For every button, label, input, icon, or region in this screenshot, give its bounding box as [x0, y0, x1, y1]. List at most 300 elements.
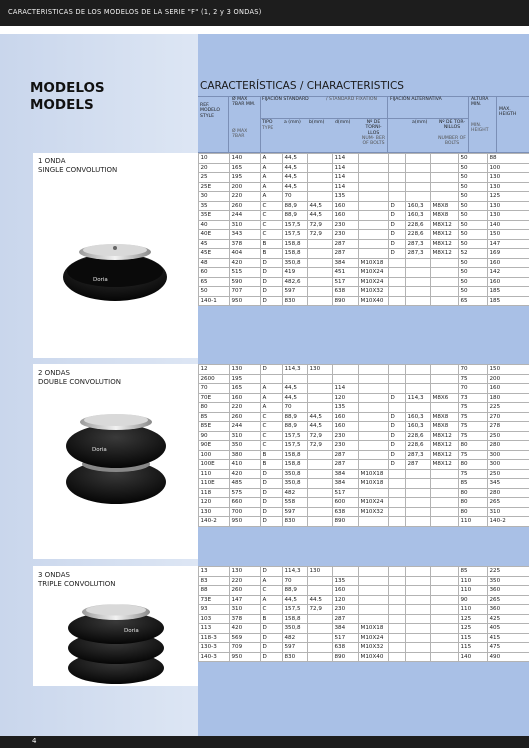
table-row — [199, 249, 529, 259]
table-cell: 114 — [333, 182, 359, 192]
section-2-label-en: DOUBLE CONVOLUTION — [38, 378, 121, 386]
table-cell: 75 — [459, 403, 488, 413]
table-cell: 597 — [283, 507, 308, 517]
table-cell: 485 — [230, 479, 261, 489]
table-cell: 230 — [333, 605, 359, 615]
table-cell: 44,5 — [283, 173, 308, 183]
table-cell: 950 — [230, 296, 261, 306]
table-cell — [406, 173, 431, 183]
table-cell: 160 — [488, 258, 529, 268]
table-cell — [308, 277, 333, 287]
table-cell: 40E — [199, 230, 230, 240]
table-cell: D — [261, 296, 283, 306]
table-cell: 160,3 — [406, 211, 431, 221]
table-cell — [389, 517, 406, 527]
table-cell — [308, 384, 333, 394]
table-cell — [389, 498, 406, 508]
table-cell: 230 — [333, 441, 359, 451]
table-cell: 157,5 — [283, 605, 308, 615]
table-cell: 280 — [488, 488, 529, 498]
table-cell: 600 — [333, 498, 359, 508]
table-cell — [431, 605, 459, 615]
table-cell: 70E — [199, 393, 230, 403]
table-cell — [406, 277, 431, 287]
table-cell: 270 — [488, 412, 529, 422]
table-cell — [389, 403, 406, 413]
table-cell — [308, 182, 333, 192]
table-cell: 90E — [199, 441, 230, 451]
table-cell: 350,8 — [283, 624, 308, 634]
table-cell: 590 — [230, 277, 261, 287]
table-cell: 300 — [488, 460, 529, 470]
section-2-table — [198, 364, 529, 527]
col-fix-std-en: / STANDARD FIXATION — [326, 97, 377, 102]
table-cell — [431, 403, 459, 413]
table-cell: 50 — [459, 230, 488, 240]
table-cell: 130 — [230, 567, 261, 577]
table-cell: 130 — [488, 211, 529, 221]
table-cell: 114 — [333, 384, 359, 394]
table-cell: 350 — [488, 576, 529, 586]
table-cell: 73E — [199, 595, 230, 605]
table-cell: 72,9 — [308, 220, 333, 230]
table-cell — [389, 469, 406, 479]
table-cell: D — [389, 450, 406, 460]
table-cell — [308, 507, 333, 517]
table-cell: 50 — [459, 201, 488, 211]
table-cell — [431, 163, 459, 173]
table-cell: 287 — [333, 614, 359, 624]
table-cell — [359, 567, 389, 577]
table-cell — [389, 277, 406, 287]
table-cell — [308, 374, 333, 384]
table-cell — [308, 239, 333, 249]
table-cell — [359, 450, 389, 460]
table-cell: 35 — [199, 201, 230, 211]
table-cell — [308, 287, 333, 297]
col-tipo: TIPO — [262, 120, 273, 125]
col-bolts-alt: NUMBER OF BOLTS — [438, 136, 466, 147]
table-cell — [431, 277, 459, 287]
table-cell: D — [389, 249, 406, 259]
table-cell: 287,3 — [406, 450, 431, 460]
table-cell: 157,5 — [283, 220, 308, 230]
table-cell: 165 — [230, 384, 261, 394]
table-cell: 44,5 — [308, 422, 333, 432]
table-cell — [389, 488, 406, 498]
table-cell — [389, 643, 406, 653]
col-omax: Ø MAX 7BAR MM. — [232, 97, 256, 108]
table-cell — [406, 624, 431, 634]
table-cell — [431, 517, 459, 527]
table-row — [199, 268, 529, 278]
table-cell: M8X12 — [431, 239, 459, 249]
table-cell: 13 — [199, 567, 230, 577]
table-cell: 114 — [333, 163, 359, 173]
table-row — [199, 441, 529, 451]
table-cell: M10X18 — [359, 624, 389, 634]
table-cell: 50 — [459, 239, 488, 249]
table-cell: 244 — [230, 422, 261, 432]
table-cell — [406, 633, 431, 643]
table-row — [199, 277, 529, 287]
table-cell: D — [389, 230, 406, 240]
table-cell: 65 — [199, 277, 230, 287]
table-cell — [406, 287, 431, 297]
table-cell — [308, 403, 333, 413]
table-cell: 88,9 — [283, 211, 308, 221]
table-cell: 250 — [488, 469, 529, 479]
table-cell: 287 — [333, 450, 359, 460]
table-row — [199, 422, 529, 432]
table-cell: 115 — [459, 633, 488, 643]
table-cell: 160 — [230, 393, 261, 403]
table-cell: 130 — [488, 173, 529, 183]
table-row — [199, 220, 529, 230]
table-cell — [359, 488, 389, 498]
page-heading — [30, 80, 105, 114]
table-cell: A — [261, 403, 283, 413]
table-cell: 70 — [459, 384, 488, 394]
section-1-label — [38, 157, 117, 175]
table-cell: 310 — [230, 220, 261, 230]
table-cell: 50 — [459, 220, 488, 230]
table-cell: 85 — [459, 567, 488, 577]
header-sep-2 — [260, 96, 261, 153]
table-cell: D — [261, 258, 283, 268]
header-sep-1 — [228, 96, 229, 153]
table-cell — [308, 154, 333, 164]
table-cell: 50 — [459, 277, 488, 287]
table-cell: 80 — [459, 488, 488, 498]
bottom-bar — [0, 736, 529, 748]
table-cell: 120 — [333, 393, 359, 403]
table-cell — [406, 488, 431, 498]
table-cell: M10X24 — [359, 498, 389, 508]
table-cell — [406, 296, 431, 306]
table-cell: 360 — [488, 586, 529, 596]
table-cell: D — [261, 507, 283, 517]
table-row — [199, 182, 529, 192]
table-cell: C — [261, 441, 283, 451]
table-cell: 265 — [488, 595, 529, 605]
table-cell — [308, 576, 333, 586]
table-cell: A — [261, 192, 283, 202]
table-cell: D — [261, 268, 283, 278]
table-cell: 220 — [230, 192, 261, 202]
table-cell: 50 — [199, 287, 230, 297]
table-cell — [389, 296, 406, 306]
table-cell — [333, 365, 359, 375]
table-cell: 287,3 — [406, 239, 431, 249]
table-cell: 150 — [488, 230, 529, 240]
table-cell: 125 — [488, 192, 529, 202]
table-row — [199, 643, 529, 653]
table-cell: 575 — [230, 488, 261, 498]
table-cell: 638 — [333, 507, 359, 517]
table-cell — [359, 586, 389, 596]
table-row — [199, 605, 529, 615]
table-cell: 244 — [230, 211, 261, 221]
table-cell: 638 — [333, 643, 359, 653]
table-row — [199, 460, 529, 470]
table-cell — [333, 567, 359, 577]
table-cell: 225 — [488, 567, 529, 577]
table-cell: 160,3 — [406, 201, 431, 211]
table-cell — [359, 605, 389, 615]
table-cell: 230 — [333, 431, 359, 441]
table-cell: 278 — [488, 422, 529, 432]
table-cell — [406, 384, 431, 394]
table-cell: 265 — [488, 498, 529, 508]
table-row — [199, 365, 529, 375]
table-cell — [359, 403, 389, 413]
table-row — [199, 403, 529, 413]
table-cell: 120 — [333, 595, 359, 605]
table-cell: 130 — [308, 567, 333, 577]
table-cell: 88 — [488, 154, 529, 164]
table-row — [199, 239, 529, 249]
table-cell: 157,5 — [283, 230, 308, 240]
table-cell — [359, 173, 389, 183]
table-cell — [308, 192, 333, 202]
table-cell: 2600 — [199, 374, 230, 384]
table-cell: 185 — [488, 287, 529, 297]
table-cell: 85 — [459, 479, 488, 489]
table-cell — [431, 182, 459, 192]
table-cell: 950 — [230, 652, 261, 662]
table-cell: M10X18 — [359, 469, 389, 479]
table-row — [199, 287, 529, 297]
table-cell: D — [389, 431, 406, 441]
table-cell: 165 — [230, 163, 261, 173]
table-cell — [406, 605, 431, 615]
table-cell: 425 — [488, 614, 529, 624]
table-cell — [389, 268, 406, 278]
table-cell: 420 — [230, 469, 261, 479]
table-cell: 110 — [459, 517, 488, 527]
table-cell: 260 — [230, 586, 261, 596]
table-cell — [406, 258, 431, 268]
table-cell — [406, 517, 431, 527]
col-height-max: MAX. HEIGTH — [499, 107, 517, 118]
table-row — [199, 374, 529, 384]
col-d: d(mm) — [335, 120, 351, 125]
table-cell — [431, 643, 459, 653]
table-row — [199, 154, 529, 164]
table-cell: 75 — [459, 412, 488, 422]
table-row — [199, 567, 529, 577]
table-cell — [431, 469, 459, 479]
table-cell: 70 — [459, 365, 488, 375]
table-cell: D — [389, 460, 406, 470]
brand-logo: Doria — [92, 447, 107, 453]
table-cell: 597 — [283, 287, 308, 297]
table-cell: 260 — [230, 412, 261, 422]
table-cell: A — [261, 384, 283, 394]
table-cell: 50 — [459, 154, 488, 164]
document-title: CARACTERISTICAS DE LOS MODELOS DE LA SERIE "F" (1, 2 y 3 ONDAS) — [8, 8, 262, 16]
table-cell: 420 — [230, 258, 261, 268]
table-cell: 44,5 — [283, 182, 308, 192]
table-cell — [359, 192, 389, 202]
table-row — [199, 624, 529, 634]
table-cell: M10X32 — [359, 507, 389, 517]
table-cell: D — [389, 393, 406, 403]
table-cell: M8X8 — [431, 412, 459, 422]
table-cell: 228,6 — [406, 220, 431, 230]
table-cell — [406, 479, 431, 489]
table-cell: 44,5 — [308, 412, 333, 422]
col-height-min: ALTURA MIN. — [471, 97, 489, 108]
table-cell: 25 — [199, 173, 230, 183]
table-cell — [359, 365, 389, 375]
table-cell — [431, 296, 459, 306]
table-cell: 48 — [199, 258, 230, 268]
table-cell: 50 — [459, 268, 488, 278]
table-cell: 225 — [488, 403, 529, 413]
table-cell: 158,8 — [283, 249, 308, 259]
table-cell — [431, 624, 459, 634]
table-cell — [431, 488, 459, 498]
table-cell — [308, 498, 333, 508]
table-cell: M8X12 — [431, 249, 459, 259]
table-cell: 220 — [230, 576, 261, 586]
table-cell: 250 — [488, 431, 529, 441]
table-cell: 80 — [459, 498, 488, 508]
table-cell: 80 — [459, 507, 488, 517]
section-1-label-en: SINGLE CONVOLUTION — [38, 166, 118, 174]
table-cell: A — [261, 576, 283, 586]
table-cell — [389, 374, 406, 384]
table-cell: 200 — [488, 374, 529, 384]
table-row — [199, 211, 529, 221]
table-cell: 700 — [230, 507, 261, 517]
table-cell — [431, 567, 459, 577]
table-row — [199, 384, 529, 394]
table-cell — [406, 614, 431, 624]
table-cell: 157,5 — [283, 441, 308, 451]
table-cell: 558 — [283, 498, 308, 508]
table-cell — [431, 507, 459, 517]
table-cell: M8X12 — [431, 431, 459, 441]
table-cell: D — [261, 498, 283, 508]
table-cell — [261, 374, 283, 384]
table-cell — [406, 365, 431, 375]
heading-en: MODELS — [30, 97, 94, 113]
table-cell: 44,5 — [283, 595, 308, 605]
table-cell — [308, 624, 333, 634]
table-cell: M8X12 — [431, 460, 459, 470]
table-cell — [389, 633, 406, 643]
table-cell: 140-1 — [199, 296, 230, 306]
table-cell — [389, 567, 406, 577]
column-header — [198, 96, 529, 153]
section-3-label-en: TRIPLE CONVOLUTION — [38, 580, 116, 588]
table-cell: 515 — [230, 268, 261, 278]
table-cell: 142 — [488, 268, 529, 278]
table-cell: 157,5 — [283, 431, 308, 441]
table-cell: 110 — [459, 605, 488, 615]
table-cell: 380 — [230, 450, 261, 460]
table-cell: D — [389, 211, 406, 221]
table-cell: 110E — [199, 479, 230, 489]
table-cell: 120 — [199, 498, 230, 508]
table-cell — [406, 498, 431, 508]
col-tornillos: Nº DE TORNI- LLOS — [365, 120, 382, 136]
col-bolts: NUM- BER OF BOLTS — [361, 136, 386, 147]
table-cell: 75 — [459, 374, 488, 384]
table-cell — [431, 614, 459, 624]
table-cell: 72,9 — [308, 431, 333, 441]
table-cell — [406, 374, 431, 384]
table-cell: 114 — [333, 154, 359, 164]
table-row — [199, 576, 529, 586]
table-cell: M10X32 — [359, 287, 389, 297]
table-cell — [431, 384, 459, 394]
table-cell: 115 — [459, 643, 488, 653]
table-row — [199, 296, 529, 306]
table-cell: 160 — [488, 384, 529, 394]
table-cell: 384 — [333, 258, 359, 268]
table-cell: M10X18 — [359, 479, 389, 489]
table-cell: 378 — [230, 239, 261, 249]
table-cell — [308, 633, 333, 643]
table-cell: 140 — [459, 652, 488, 662]
table-cell: A — [261, 182, 283, 192]
table-cell: 517 — [333, 633, 359, 643]
table-cell: 90 — [459, 595, 488, 605]
table-cell: 44,5 — [308, 201, 333, 211]
table-cell: D — [261, 633, 283, 643]
section-2-label-es: 2 ONDAS — [38, 369, 70, 377]
table-cell: 60 — [199, 268, 230, 278]
table-cell: 50 — [459, 211, 488, 221]
table-cell: 287,3 — [406, 249, 431, 259]
table-cell — [406, 182, 431, 192]
table-cell: 70 — [283, 403, 308, 413]
table-cell: 114,3 — [283, 365, 308, 375]
table-cell: D — [389, 220, 406, 230]
table-row — [199, 595, 529, 605]
table-row — [199, 431, 529, 441]
table-cell: 345 — [488, 479, 529, 489]
table-cell: 44.5 — [308, 595, 333, 605]
table-cell: 350,8 — [283, 258, 308, 268]
table-cell: 228,6 — [406, 230, 431, 240]
table-cell: 310 — [230, 605, 261, 615]
table-cell: 88,9 — [283, 422, 308, 432]
table-cell: 10 — [199, 154, 230, 164]
table-cell: 130 — [230, 365, 261, 375]
table-cell: 310 — [488, 507, 529, 517]
table-cell — [389, 365, 406, 375]
table-cell: 287 — [406, 460, 431, 470]
table-cell: 140 — [488, 220, 529, 230]
table-cell: 228,6 — [406, 431, 431, 441]
table-cell: 451 — [333, 268, 359, 278]
table-cell: 130 — [199, 507, 230, 517]
table-cell: 140-3 — [199, 652, 230, 662]
table-row — [199, 412, 529, 422]
table-cell: B — [261, 450, 283, 460]
table-cell: 100E — [199, 460, 230, 470]
table-cell — [431, 374, 459, 384]
section-3-table — [198, 566, 529, 662]
table-cell — [389, 173, 406, 183]
triple-convolution-air-spring-image — [62, 590, 170, 686]
table-cell: M8X12 — [431, 220, 459, 230]
